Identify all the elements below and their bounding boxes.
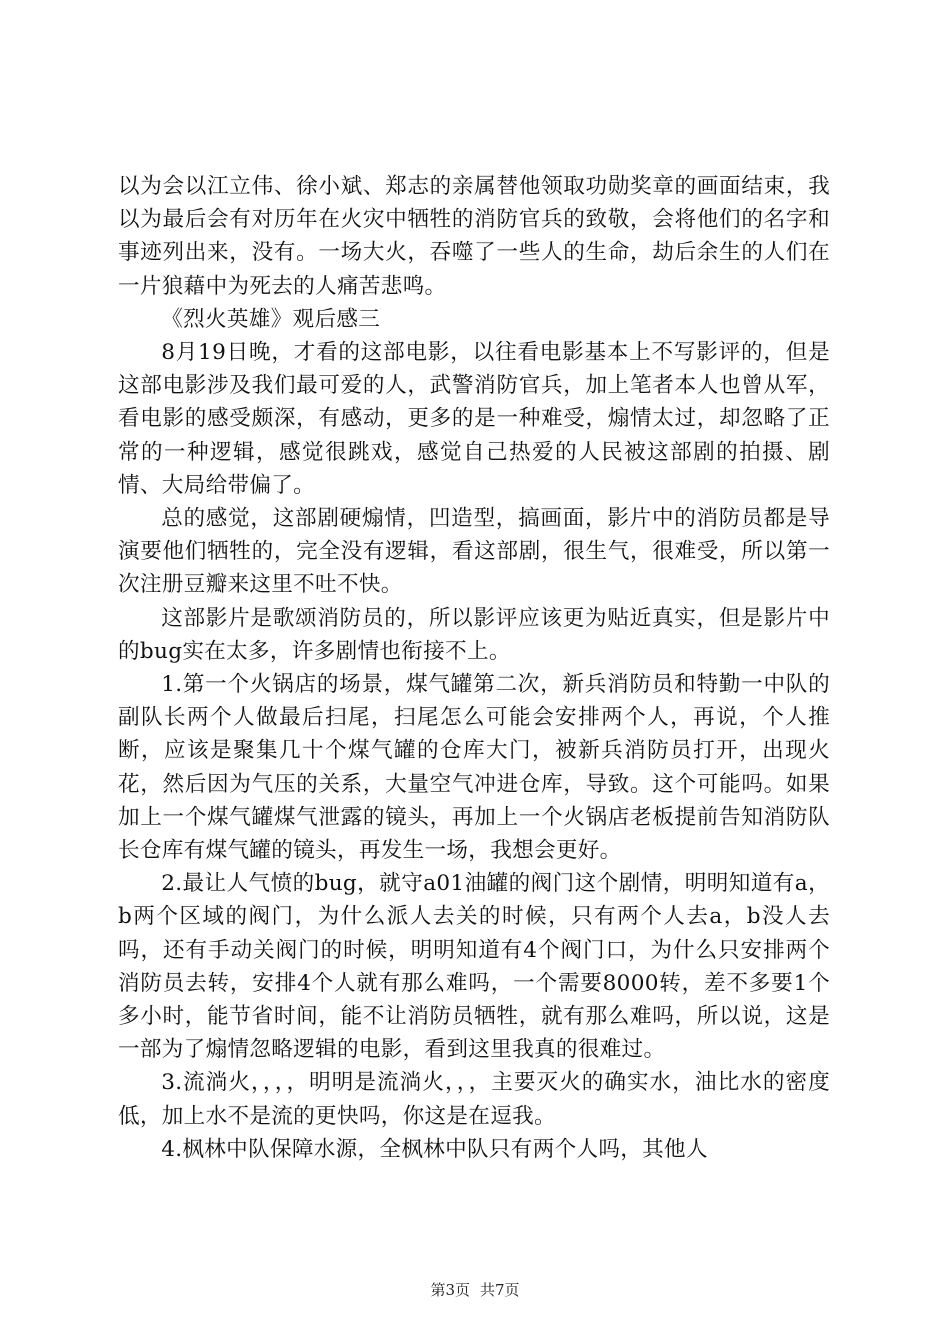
paragraph-overall-feeling: 总的感觉，这部剧硬煽情，凹造型，搞画面，影片中的消防员都是导演要他们牺牲的，完全没有逻辑，看这部剧，很生气，很难受，所以第一次注册豆瓣来这里不吐不快。	[118, 506, 830, 598]
page-total: 共7页	[480, 1281, 520, 1299]
paragraph-point-4: 4.枫林中队保障水源，全枫林中队只有两个人吗，其他人	[161, 1136, 708, 1162]
paragraph-bugs-intro: 这部影片是歌颂消防员的，所以影评应该更为贴近真实，但是影片中的bug实在太多，许多剧情也衔接不上。	[118, 605, 830, 664]
paragraph-point-3: 3.流淌火，，，，明明是流淌火，，，主要灭火的确实水，油比水的密度低，加上水不是流的更快吗，你这是在逗我。	[118, 1070, 830, 1129]
section-title: 《烈火英雄》观后感三	[161, 306, 381, 332]
paragraph-intro: 8月19日晚，才看的这部电影，以往看电影基本上不写影评的，但是这部电影涉及我们最可爱的人，武警消防官兵，加上笔者本人也曾从军，看电影的感受颇深，有感动，更多的是一种难受，煽情太过，却忽略了正常的一种逻辑，感觉很跳戏，感觉自己热爱的人民被这部剧的拍摄、剧情、大局给带偏了。	[118, 340, 830, 498]
paragraph-point-1: 1.第一个火锅店的场景，煤气罐第二次，新兵消防员和特勤一中队的副队长两个人做最后扫尾，扫尾怎么可能会安排两个人，再说，个人推断，应该是聚集几十个煤气罐的仓库大门，被新兵消防员打开，出现火花，然后因为气压的关系，大量空气冲进仓库，导致。这个可能吗。如果加上一个煤气罐煤气泄露的镜头，再加上一个火锅店老板提前告知消防队长仓库有煤气罐的镜头，再发生一场，我想会更好。	[118, 672, 830, 864]
page-number: 第3页	[430, 1281, 470, 1299]
paragraph-point-2: 2.最让人气愤的bug，就守a01油罐的阀门这个剧情，明明知道有a，b两个区域的阀门，为什么派人去关的时候，只有两个人去a，b没人去吗，还有手动关阀门的时候，明明知道有4个阀门口，为什么只安排两个消防员去转，安排4个人就有那么难吗，一个需要8000转，差不多要1个多小时，能节省时间，能不让消防员牺牲，就有那么难吗，所以说，这是一部为了煽情忽略逻辑的电影，看到这里我真的很难过。	[118, 871, 830, 1063]
paragraph-continued: 以为会以江立伟、徐小斌、郑志的亲属替他领取功勋奖章的画面结束，我以为最后会有对历年在火灾中牺牲的消防官兵的致敬，会将他们的名字和事迹列出来，没有。一场大火，吞噬了一些人的生命，劫后余生的人们在一片狼藉中为死去的人痛苦悲鸣。	[118, 174, 830, 299]
page-footer	[0, 1280, 950, 1300]
document-body	[118, 170, 830, 1166]
